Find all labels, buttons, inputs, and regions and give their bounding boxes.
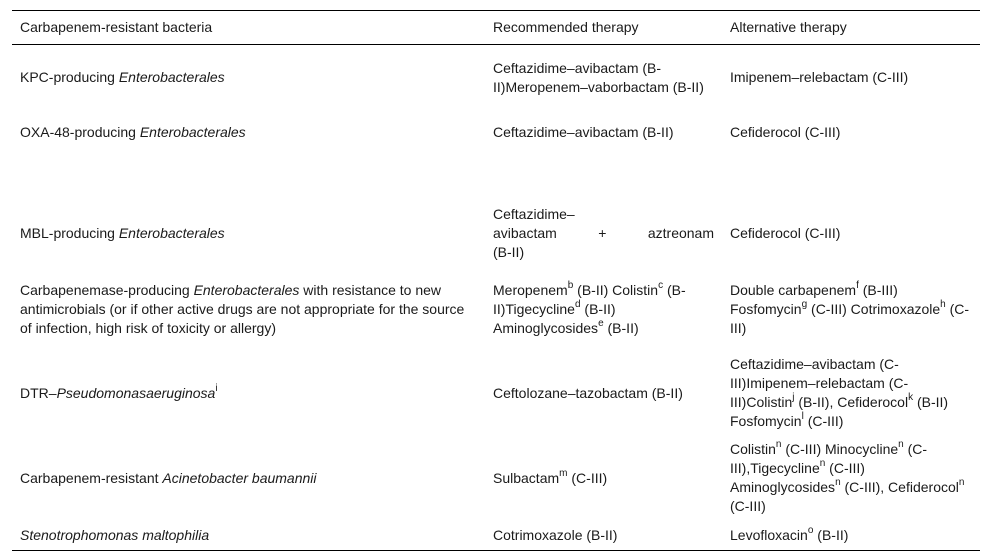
bacteria-cell: DTR–Pseudomonasaeruginosa$^i$ xyxy=(20,382,218,401)
table-row xyxy=(12,45,980,111)
recommended-cell: Ceftazidime–avibactam (B-II)Meropenem–vaborbactam (B-II) xyxy=(493,59,704,95)
table-row xyxy=(12,111,980,155)
recommended-cell: Cotrimoxazole (B-II) xyxy=(493,526,618,543)
table-row xyxy=(12,521,980,551)
recommended-cell: Ceftazidime–avibactam (B-II) xyxy=(493,124,674,140)
alternative-cell: Levofloxacin$^o$ (B-II) xyxy=(730,525,849,543)
table-row xyxy=(12,436,980,521)
alternative-cell: Colistin$^n$ (C-III) Minocycline$^n$ (C-III),Tigecycline$^n$ (C-III) Aminoglycosides$^n$ (C-III), Cefiderocol$^n$ (C-III) xyxy=(730,439,965,514)
alternative-cell: Imipenem–relebactam (C-III) xyxy=(730,69,909,86)
table-row xyxy=(12,155,980,269)
table-header-row xyxy=(12,11,980,45)
bacteria-cell: MBL-producing Enterobacterales xyxy=(20,225,225,241)
recommended-cell: Sulbactam$^m$ (C-III) xyxy=(493,467,608,486)
bacteria-cell: OXA-48-producing Enterobacterales xyxy=(20,124,246,140)
recommended-cell: Meropenem$^b$ (B-II) Colistin$^c$ (B-II)Tigecycline$^d$ (B-II) Aminoglycosides$^e$ (B-II) xyxy=(493,280,686,336)
alternative-cell: Ceftazidime–avibactam (C-III)Imipenem–relebactam (C-III)Colistin$^j$ (B-II), Cefiderocol$^k$ (B-II) Fosfomycin$^l$ (C-III) xyxy=(730,356,949,429)
alternative-cell: Cefiderocol (C-III) xyxy=(730,225,841,241)
table-row xyxy=(12,269,980,351)
bacteria-cell: Carbapenem-resistant Acinetobacter baumannii xyxy=(20,469,317,486)
alternative-cell: Cefiderocol (C-III) xyxy=(730,124,841,140)
header-recommended: Recommended therapy xyxy=(493,19,639,35)
bacteria-cell: KPC-producing Enterobacterales xyxy=(20,69,225,86)
table-row xyxy=(12,351,980,436)
therapy-table xyxy=(12,10,980,551)
header-bacteria: Carbapenem-resistant bacteria xyxy=(20,19,213,35)
alternative-cell: Double carbapenem$^f$ (B-III) Fosfomycin$^g$ (C-III) Cotrimoxazole$^h$ (C-III) xyxy=(730,280,970,336)
bacteria-cell: Stenotrophomonas maltophilia xyxy=(20,526,210,543)
header-alternative: Alternative therapy xyxy=(730,19,847,35)
recommended-cell: Ceftolozane–tazobactam (B-II) xyxy=(493,384,683,401)
recommended-cell: Ceftazidime– avibactam + aztreonam (B-II) xyxy=(493,206,714,260)
bacteria-cell: Carbapenemase-producing Enterobacterales with resistance to new antimicrobials (or if other active drugs are not appropriate for the source of infection, high risk of toxicity or allergy) xyxy=(20,282,465,336)
